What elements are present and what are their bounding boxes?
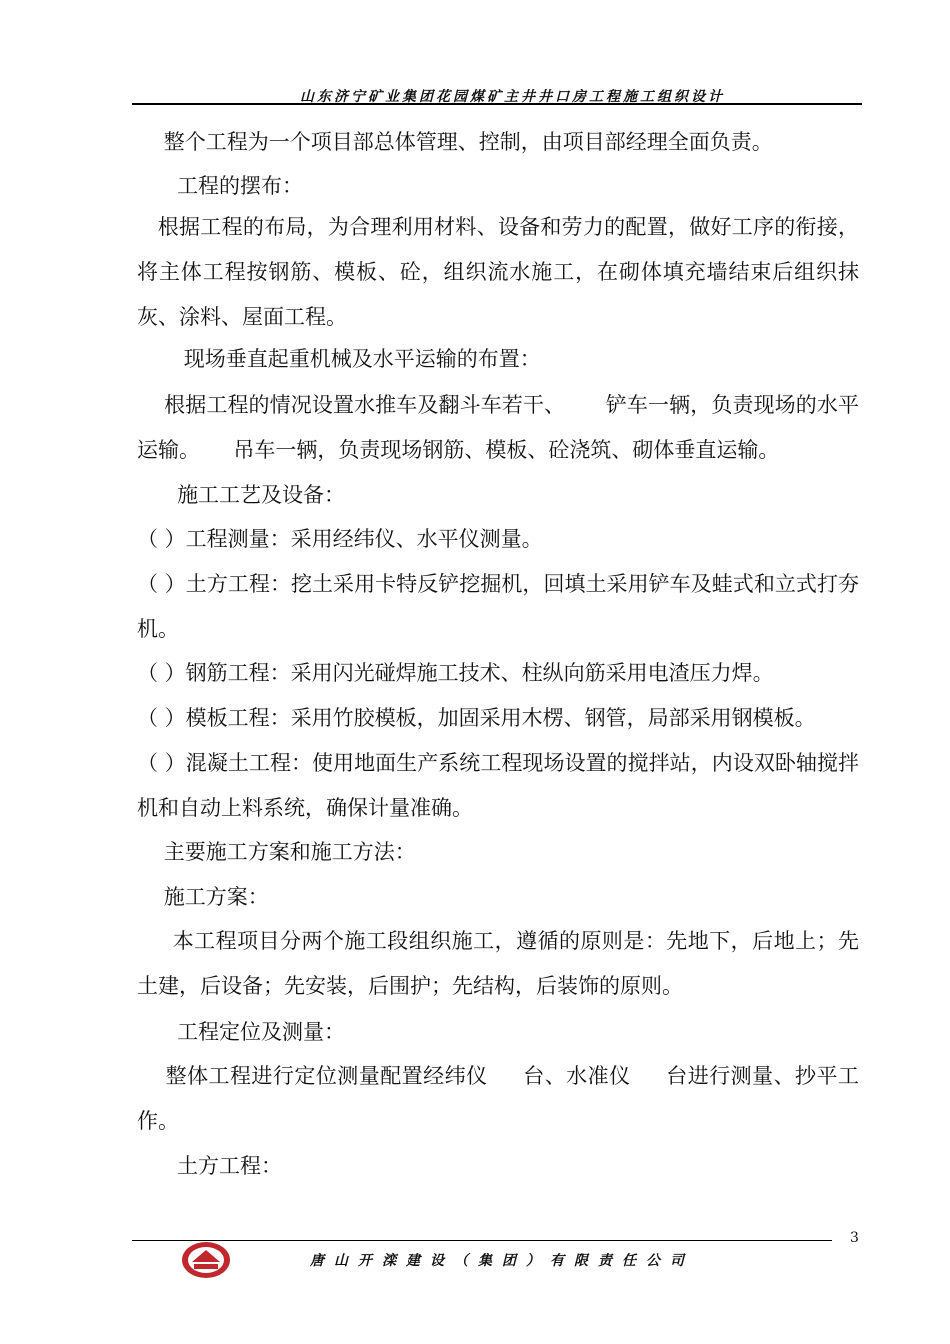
paragraph: 整体工程进行定位测量配置经纬仪 台、水准仪 台进行测量、抄平工作。 bbox=[137, 1064, 859, 1133]
paragraph: 根据工程的布局，为合理利用材料、设备和劳力的配置，做好工序的衔接，将主体工程按钢筋、模板、砼，组织流水施工，在砌体填充墙结束后组织抹灰、涂料、屋面工程。 bbox=[137, 215, 859, 329]
section-heading: 现场垂直起重机械及水平运输的布置： bbox=[137, 347, 541, 371]
section-heading: 施工方案： bbox=[137, 885, 269, 909]
section-heading: 土方工程： bbox=[137, 1154, 283, 1178]
list-item: （ ）混凝土工程：使用地面生产系统工程现场设置的搅拌站，内设双卧轴搅拌机和自动上料系统，确保计量准确。 bbox=[137, 751, 859, 820]
section-heading: 施工工艺及设备： bbox=[137, 483, 346, 507]
paragraph: 根据工程的情况设置水推车及翻斗车若干、 铲车一辆，负责现场的水平运输。 吊车一辆，负责现场钢筋、模板、砼浇筑、砌体垂直运输。 bbox=[137, 393, 859, 462]
section-heading: 主要施工方案和施工方法： bbox=[137, 840, 416, 864]
paragraph: 本工程项目分两个施工段组织施工，遵循的原则是：先地下，后地上；先土建，后设备；先安装，后围护；先结构，后装饰的原则。 bbox=[137, 929, 859, 998]
list-item: （ ）工程测量：采用经纬仪、水平仪测量。 bbox=[137, 527, 543, 551]
list-item: （ ）土方工程：挖土采用卡特反铲挖掘机，回填土采用铲车及蛙式和立式打夯机。 bbox=[137, 572, 859, 641]
header-title: 山东济宁矿业集团花园煤矿主井井口房工程施工组织设计 bbox=[300, 89, 725, 105]
company-logo-icon bbox=[180, 1240, 232, 1280]
page-number: 3 bbox=[850, 1230, 859, 1246]
list-item: （ ）钢筋工程：采用闪光碰焊施工技术、柱纵向筋采用电渣压力焊。 bbox=[137, 661, 774, 685]
list-item: （ ）模板工程：采用竹胶模板，加固采用木楞、钢管，局部采用钢模板。 bbox=[137, 706, 816, 730]
header-divider bbox=[132, 103, 862, 105]
footer-divider bbox=[132, 1240, 832, 1241]
footer-company-name: 唐山开滦建设（集团）有限责任公司 bbox=[310, 1253, 694, 1269]
paragraph: 整个工程为一个项目部总体管理、控制，由项目部经理全面负责。 bbox=[137, 130, 773, 154]
section-heading: 工程定位及测量： bbox=[137, 1020, 346, 1044]
section-heading: 工程的摆布： bbox=[137, 174, 304, 198]
